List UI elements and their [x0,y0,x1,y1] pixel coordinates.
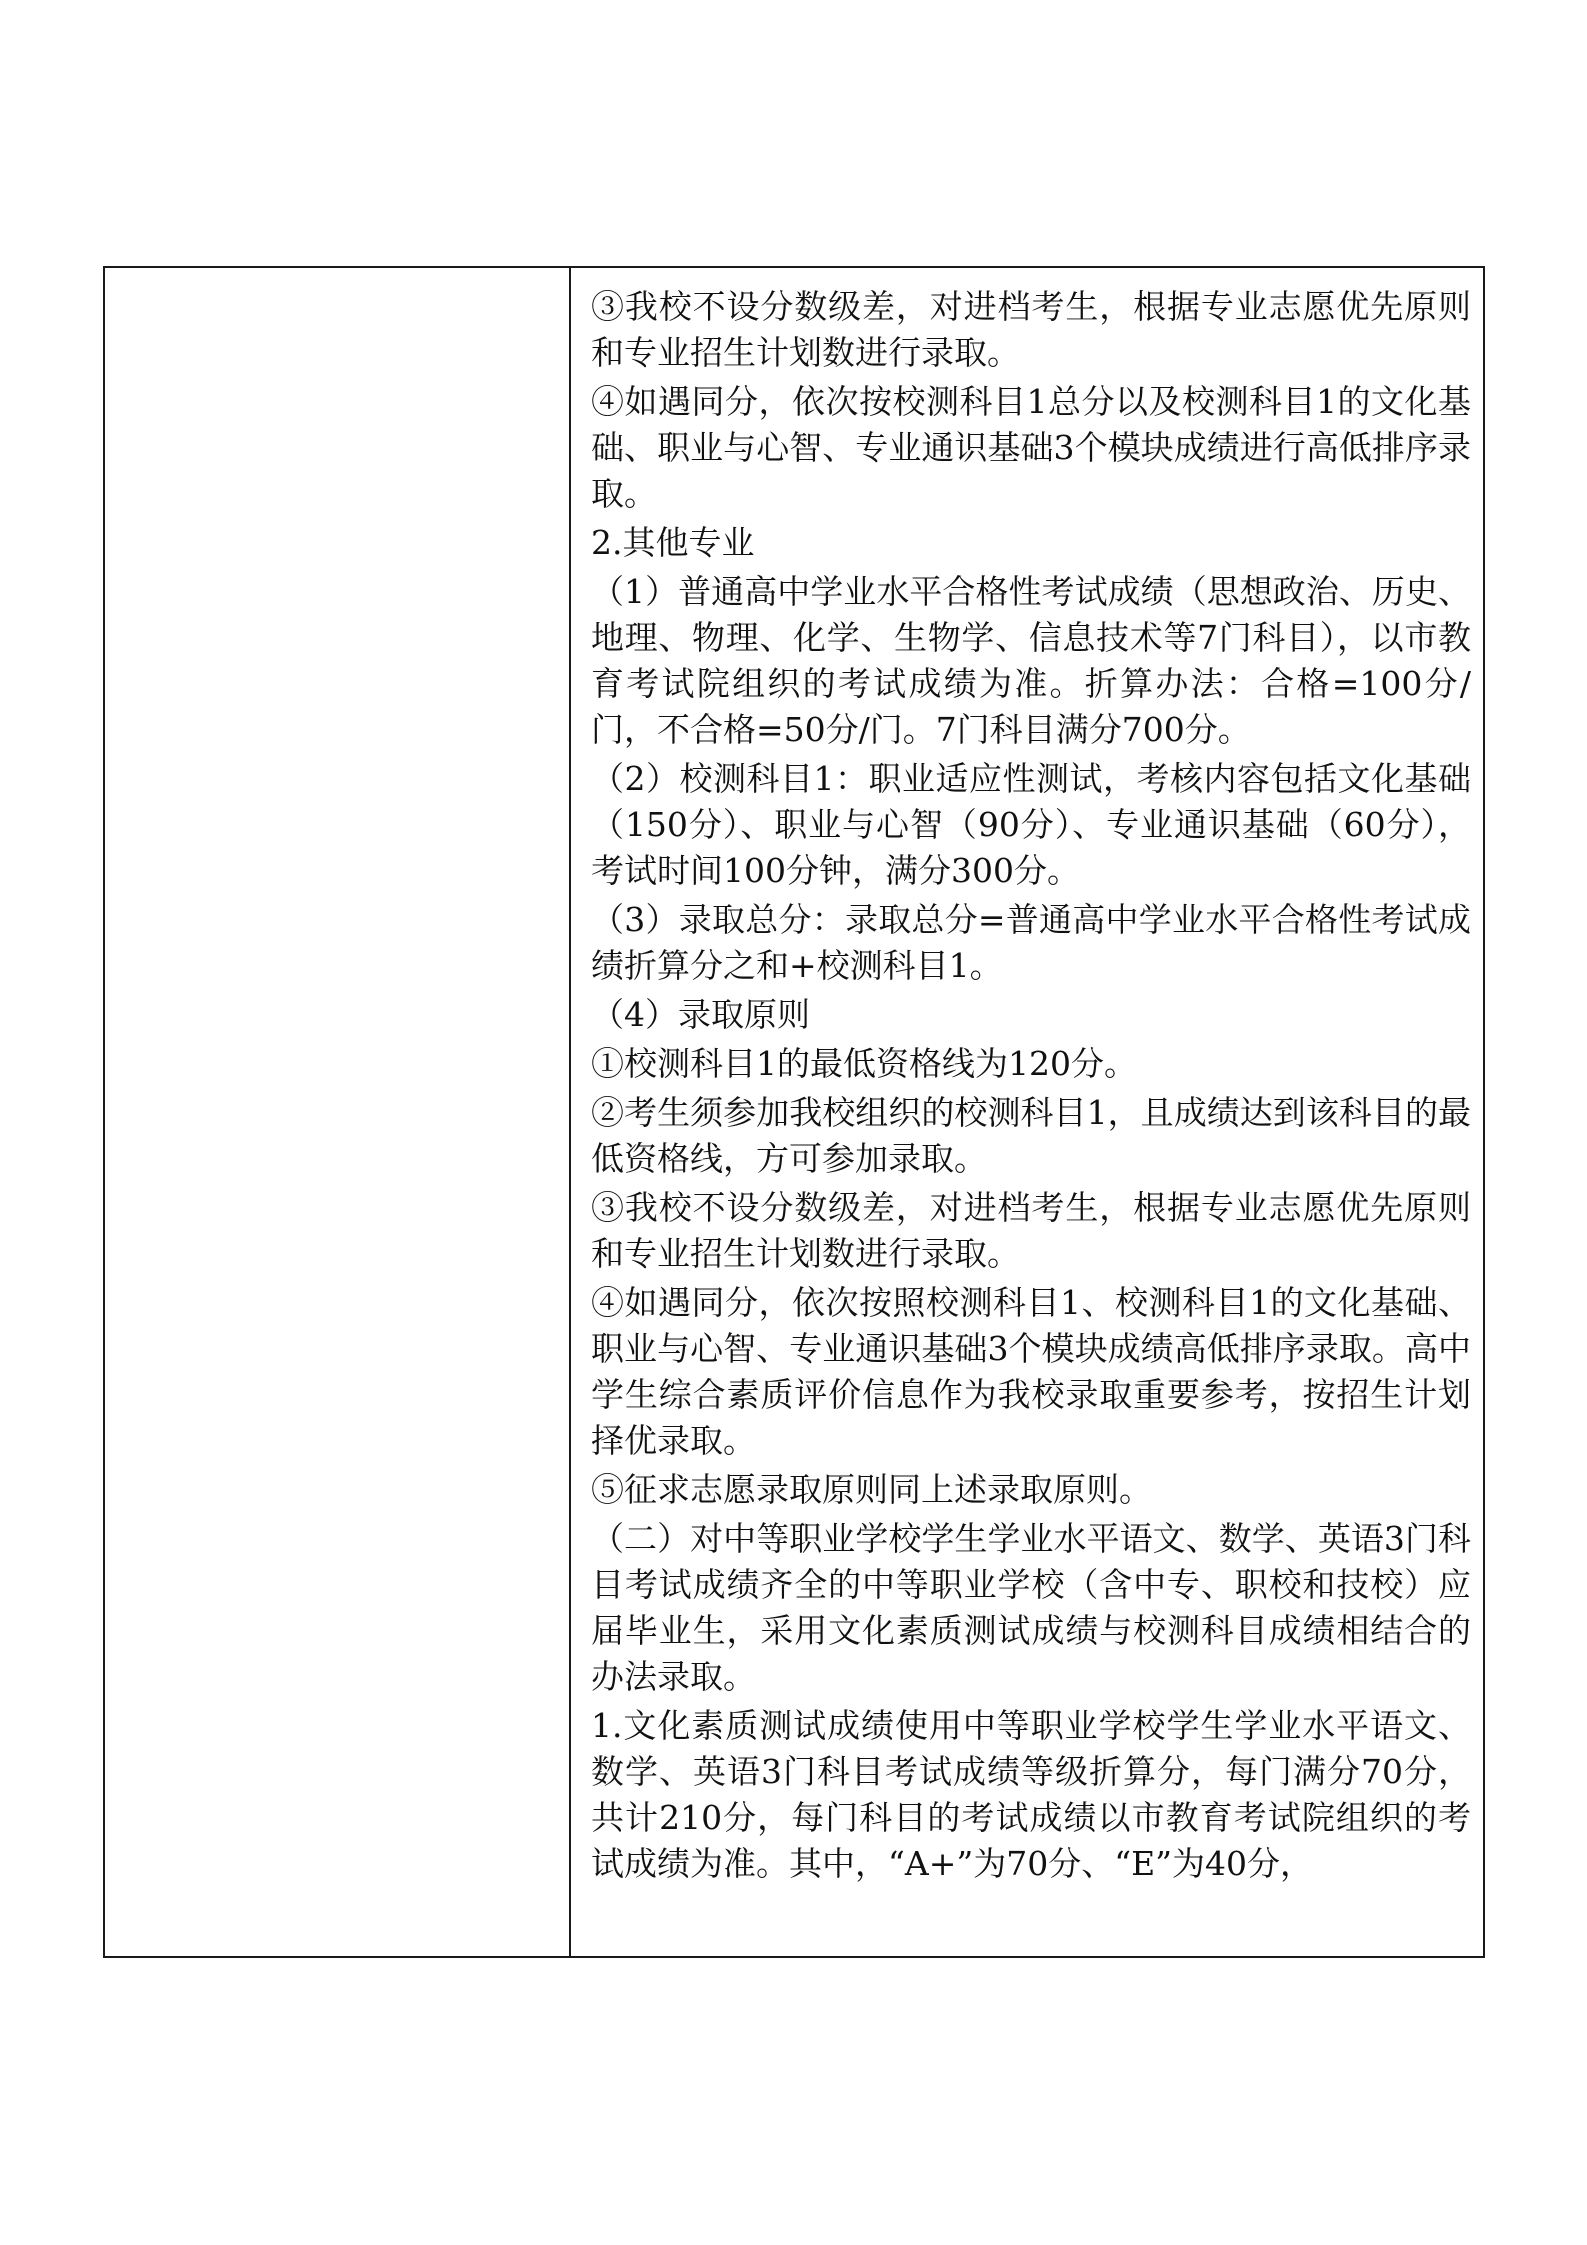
document-table [103,266,1485,1958]
paragraph-school-test-subject: （2）校测科目1：职业适应性测试，考核内容包括文化基础（150分）、职业与心智（90分）、专业通识基础（60分），考试时间100分钟，满分300分。 [591,759,1471,890]
paragraph-qualification-exam: （1）普通高中学业水平合格性考试成绩（思想政治、历史、地理、物理、化学、生物学、信息技术等7门科目），以市教育考试院组织的考试成绩为准。折算办法：合格=100分/门，不合格=50分/门。7门科目满分700分。 [591,572,1471,749]
paragraph-minimum-line: ①校测科目1的最低资格线为120分。 [591,1044,1137,1083]
paragraph-no-score-gap: ③我校不设分数级差，对进档考生，根据专业志愿优先原则和专业招生计划数进行录取。 [591,1188,1471,1273]
paragraph-vocational-students: （二）对中等职业学校学生学业水平语文、数学、英语3门科目考试成绩齐全的中等职业学校（含中专、职校和技校）应届毕业生，采用文化素质测试成绩与校测科目成绩相结合的办法录取。 [591,1519,1471,1696]
paragraph-cultural-test-score: 1.文化素质测试成绩使用中等职业学校学生学业水平语文、数学、英语3门科目考试成绩等级折算分，每门满分70分，共计210分，每门科目的考试成绩以市教育考试院组织的考试成绩为准。其中，“A+”为70分、“E”为40分， [591,1706,1471,1883]
section-heading-other-majors: 2.其他专业 [591,523,755,562]
paragraph-solicited-volunteer: ⑤征求志愿录取原则同上述录取原则。 [591,1470,1152,1509]
paragraph-tie-break-rule: ④如遇同分，依次按校测科目1总分以及校测科目1的文化基础、职业与心智、专业通识基础3个模块成绩进行高低排序录取。 [591,382,1471,513]
paragraph-total-score: （3）录取总分：录取总分=普通高中学业水平合格性考试成绩折算分之和+校测科目1。 [591,900,1471,985]
paragraph-tie-break-order: ④如遇同分，依次按照校测科目1、校测科目1的文化基础、职业与心智、专业通识基础3个模块成绩高低排序录取。高中学生综合素质评价信息作为我校录取重要参考，按招生计划择优录取。 [591,1283,1471,1460]
subheading-admission-principles: （4）录取原则 [591,995,810,1034]
paragraph-must-attend-test: ②考生须参加我校组织的校测科目1，且成绩达到该科目的最低资格线，方可参加录取。 [591,1093,1471,1178]
table-right-cell [571,268,1483,1956]
table-left-cell [105,268,571,1956]
paragraph-school-no-score-gap: ③我校不设分数级差，对进档考生，根据专业志愿优先原则和专业招生计划数进行录取。 [591,287,1471,372]
